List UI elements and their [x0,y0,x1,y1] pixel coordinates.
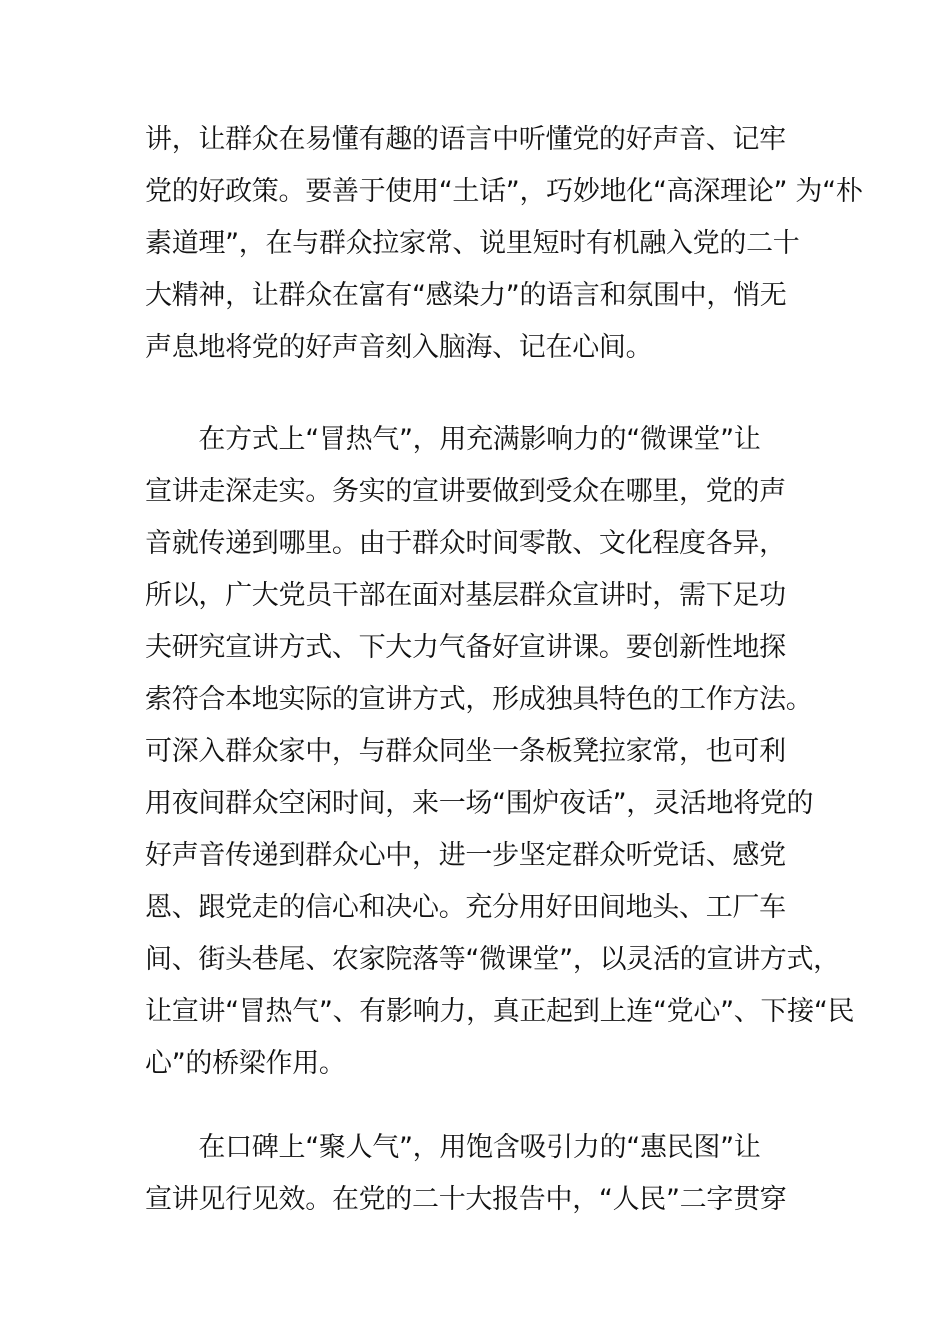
text-line: 宣讲走深走实。务实的宣讲要做到受众在哪里，党的声 [145,476,786,507]
text-line: 夫研究宣讲方式、下大力气备好宣讲课。要创新性地探 [145,632,786,663]
text-line: 声息地将党的好声音刻入脑海、记在心间。 [145,332,653,363]
text-line: 恩、跟党走的信心和决心。充分用好田间地头、工厂车 [145,892,786,923]
text-line: 音就传递到哪里。由于群众时间零散、文化程度各异， [145,528,786,559]
text-line: 间、街头巷尾、农家院落等“微课堂”，以灵活的宣讲方式， [145,944,840,975]
text-line: 党的好政策。要善于使用“土话”，巧妙地化“高深理论” 为“朴 [145,176,863,207]
text-line: 在口碑上“聚人气”，用饱含吸引力的“惠民图”让 [145,1132,761,1163]
text-line: 可深入群众家中，与群众同坐一条板凳拉家常，也可利 [145,736,786,767]
text-line: 讲，让群众在易懂有趣的语言中听懂党的好声音、记牢 [145,124,786,155]
text-line: 好声音传递到群众心中，进一步坚定群众听党话、感党 [145,840,786,871]
text-line: 心”的桥梁作用。 [145,1048,346,1079]
text-line: 让宣讲“冒热气”、有影响力，真正起到上连“党心”、下接“民 [145,996,855,1027]
text-line: 宣讲见行见效。在党的二十大报告中，“人民”二字贯穿 [145,1184,787,1215]
text-line: 所以，广大党员干部在面对基层群众宣讲时，需下足功 [145,580,786,611]
text-line: 在方式上“冒热气”，用充满影响力的“微课堂”让 [145,424,761,455]
text-line: 索符合本地实际的宣讲方式，形成独具特色的工作方法。 [145,684,813,715]
text-line: 大精神，让群众在富有“感染力”的语言和氛围中，悄无 [145,280,787,311]
text-line: 用夜间群众空闲时间，来一场“围炉夜话”，灵活地将党的 [145,788,814,819]
text-line: 素道理”，在与群众拉家常、说里短时有机融入党的二十 [145,228,800,259]
